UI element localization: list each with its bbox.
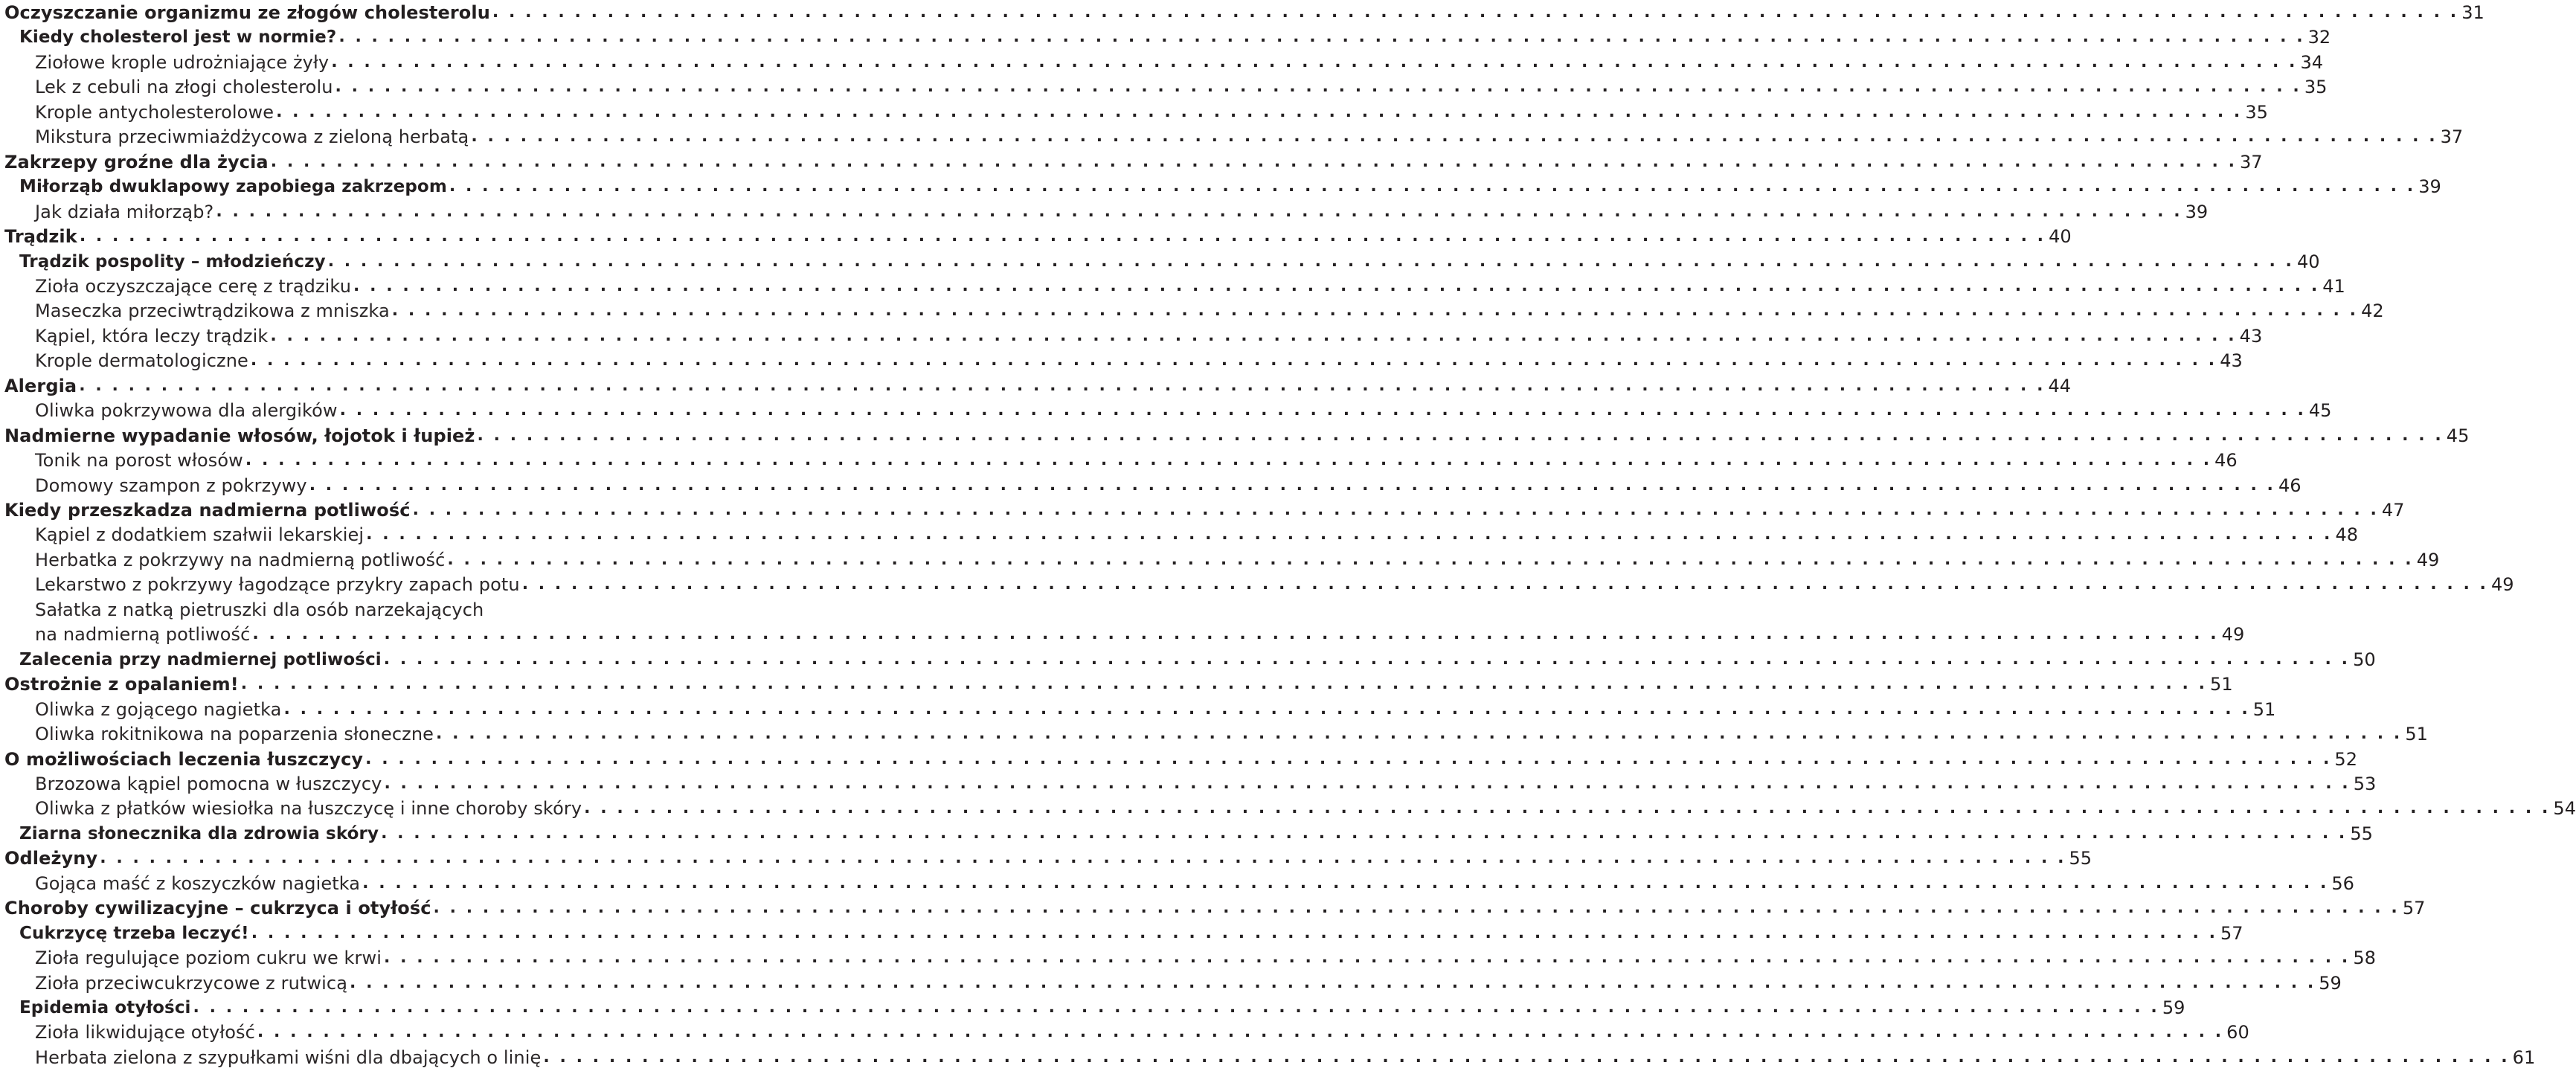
toc-line <box>35 522 2358 547</box>
toc-line <box>35 796 2576 821</box>
toc-title: Krople dermatologiczne <box>35 350 248 372</box>
toc-title: O możliwościach leczenia łuszczycy <box>4 748 364 770</box>
toc-page-number: 41 <box>2322 275 2345 297</box>
toc-leader-dots: . . . . . . . . . . . . . . . . . . . . . . . . . . . . . . . . . . . . . . . . . . . . . . . . . . . . . . . . . . . . . . . . . . . . . . . . . . . . . . . . . . . . . . . . . . . . . . . . . . . . . . . . . . . . . . . . . . . . . . . . <box>79 227 2046 246</box>
toc-entry[interactable] <box>0 448 2238 473</box>
toc-line <box>35 50 2324 75</box>
toc-entry[interactable] <box>0 124 2464 149</box>
toc-page-number: 44 <box>2048 375 2072 396</box>
toc-title: Mikstura przeciwmiażdżycowa z zieloną herbatą <box>35 126 469 148</box>
toc-line <box>35 274 2345 299</box>
toc-page-number: 37 <box>2240 151 2263 173</box>
toc-leader-dots: . . . . . . . . . . . . . . . . . . . . . . . . . . . . . . . . . . . . . . . . . . . . . . . . . . . . . . . . . . . . . . . . . . . . . . . . . . . . . . . . . . . . . . . . . . . . . . . . . . . . . . . . . . . . . . . . . . . . . . . . <box>252 625 2219 644</box>
toc-page-number: 35 <box>2304 77 2328 98</box>
toc-entry[interactable] <box>0 0 2485 25</box>
toc-title: Miłorząb dwuklapowy zapobiega zakrzepom <box>19 177 447 197</box>
toc-entry[interactable] <box>0 547 2440 573</box>
toc-page-number: 39 <box>2418 176 2441 198</box>
toc-leader-dots: . . . . . . . . . . . . . . . . . . . . . . . . . . . . . . . . . . . . . . . . . . . . . . . . . . . . . . . . . . . . . . . . . . . . . . . . . . . . . . . . . . . . . . . . . . . . . . . . . . . . . . . . . . . . . . . . . . . . . . . . <box>331 52 2298 71</box>
toc-leader-dots: . . . . . . . . . . . . . . . . . . . . . . . . . . . . . . . . . . . . . . . . . . . . . . . . . . . . . . . . . . . . . . . . . . . . . . . . . . . . . . . . . . . . . . . . . . . . . . . . . . . . . . . . . . . . . . . . . . . . . . . . <box>477 425 2444 445</box>
toc-page-number: 40 <box>2049 226 2072 248</box>
toc-page-number: 54 <box>2553 798 2576 820</box>
toc-title: Kąpiel z dodatkiem szałwii lekarskiej <box>35 524 364 546</box>
toc-line <box>19 249 2320 274</box>
toc-page-number: 53 <box>2353 773 2377 794</box>
toc-entry[interactable] <box>0 398 2332 423</box>
toc-leader-dots: . . . . . . . . . . . . . . . . . . . . . . . . . . . . . . . . . . . . . . . . . . . . . . . . . . . . . . . . . . . . . . . . . . . . . . . . . . . . . . . . . . . . . . . . . . . . . . . . . . . . . . . . . . . . . . . . . . . . . . . . <box>412 501 2379 519</box>
toc-title: Zioła regulujące poziom cukru we krwi <box>35 948 382 969</box>
toc-leader-dots: . . . . . . . . . . . . . . . . . . . . . . . . . . . . . . . . . . . . . . . . . . . . . . . . . . . . . . . . . . . . . . . . . . . . . . . . . . . . . . . . . . . . . . . . . . . . . . . . . . . . . . . . . . . . . . . . . . . . . . . . <box>270 326 2237 345</box>
toc-line <box>35 199 2209 225</box>
toc-entry[interactable] <box>0 100 2268 125</box>
toc-page-number: 45 <box>2308 400 2332 422</box>
toc-leader-dots: . . . . . . . . . . . . . . . . . . . . . . . . . . . . . . . . . . . . . . . . . . . . . . . . . . . . . . . . . . . . . . . . . . . . . . . . . . . . . . . . . . . . . . . . . . . . . . . . . . . . . . . . . . . . . . . . . . . . . . . . <box>449 177 2416 196</box>
toc-title: Oliwka rokitnikowa na poparzenia słoneczne <box>35 724 434 745</box>
toc-line <box>35 398 2332 423</box>
toc-page-number: 51 <box>2210 674 2233 695</box>
toc-title: Choroby cywilizacyjne – cukrzyca i otyłość <box>4 898 431 919</box>
toc-line <box>35 473 2302 498</box>
toc-title: Ziołowe krople udrożniające żyły <box>35 51 330 73</box>
toc-leader-dots: . . . . . . . . . . . . . . . . . . . . . . . . . . . . . . . . . . . . . . . . . . . . . . . . . . . . . . . . . . . . . . . . . . . . . . . . . . . . . . . . . . . . . . . . . . . . . . . . . . . . . . . . . . . . . . . . . . . . . . . . <box>391 301 2359 321</box>
toc-page-number: 50 <box>2353 649 2376 670</box>
toc-entry[interactable] <box>0 274 2345 299</box>
toc-entry[interactable] <box>0 324 2263 349</box>
toc-title: na nadmierną potliwość <box>35 624 251 646</box>
toc-page-number: 46 <box>2214 450 2238 472</box>
toc-title: Epidemia otyłości <box>19 998 191 1017</box>
toc-leader-dots: . . . . . . . . . . . . . . . . . . . . . . . . . . . . . . . . . . . . . . . . . . . . . . . . . . . . . . . . . . . . . . . . . . . . . . . . . . . . . . . . . . . . . . . . . . . . . . . . . . . . . . . . . . . . . . . . . . . . . . . . <box>521 575 2488 594</box>
toc-leader-dots: . . . . . . . . . . . . . . . . . . . . . . . . . . . . . . . . . . . . . . . . . . . . . . . . . . . . . . . . . . . . . . . . . . . . . . . . . . . . . . . . . . . . . . . . . . . . . . . . . . . . . . . . . . . . . . . . . . . . . . . . <box>270 152 2238 171</box>
toc-entry[interactable] <box>0 373 2072 399</box>
toc-title: Zakrzepy groźne dla życia <box>4 151 269 173</box>
toc-title: Trądzik pospolity – młodzieńczy <box>19 251 326 271</box>
toc-leader-dots: . . . . . . . . . . . . . . . . . . . . . . . . . . . . . . . . . . . . . . . . . . . . . . . . . . . . . . . . . . . . . . . . . . . . . . . . . . . . . . . . . . . . . . . . . . . . . . . . . . . . . . . . . . . . . . . . . . . . . . . . <box>362 873 2329 892</box>
toc-leader-dots: . . . . . . . . . . . . . . . . . . . . . . . . . . . . . . . . . . . . . . . . . . . . . . . . . . . . . . . . . . . . . . . . . . . . . . . . . . . . . . . . . . . . . . . . . . . . . . . . . . . . . . . . . . . . . . . . . . . . . . . . <box>366 525 2333 544</box>
toc-page-number: 59 <box>2162 997 2185 1018</box>
toc-line <box>35 697 2276 722</box>
toc-page-number: 43 <box>2220 350 2243 372</box>
toc-entry[interactable] <box>0 74 2328 100</box>
toc-entry[interactable] <box>0 174 2441 199</box>
toc-page-number: 37 <box>2440 126 2464 148</box>
toc-line <box>35 547 2440 573</box>
toc-entry[interactable] <box>0 871 2354 896</box>
toc-entry[interactable] <box>0 249 2320 274</box>
toc-page-number: 49 <box>2221 624 2245 646</box>
toc-page-number: 57 <box>2402 898 2426 919</box>
toc-title: Lek z cebuli na złogi cholesterolu <box>35 77 333 98</box>
toc-leader-dots: . . . . . . . . . . . . . . . . . . . . . . . . . . . . . . . . . . . . . . . . . . . . . . . . . . . . . . . . . . . . . . . . . . . . . . . . . . . . . . . . . . . . . . . . . . . . . . . . . . . . . . . . . . . . . . . . . . . . . . . . <box>338 28 2305 47</box>
toc-page-number: 55 <box>2350 823 2373 844</box>
toc-leader-dots: . . . . . . . . . . . . . . . . . . . . . . . . . . . . . . . . . . . . . . . . . . . . . . . . . . . . . . . . . . . . . . . . . . . . . . . . . . . . . . . . . . . . . . . . . . . . . . . . . . . . . . . . . . . . . . . . . . . . . . . . <box>245 451 2212 470</box>
toc-leader-dots: . . . . . . . . . . . . . . . . . . . . . . . . . . . . . . . . . . . . . . . . . . . . . . . . . . . . . . . . . . . . . . . . . . . . . . . . . . . . . . . . . . . . . . . . . . . . . . . . . . . . . . . . . . . . . . . . . . . . . . . . <box>353 276 2320 295</box>
toc-entry[interactable] <box>0 1045 2536 1070</box>
toc-line <box>4 672 2233 697</box>
toc-page-number: 35 <box>2245 101 2268 123</box>
toc-page-number: 32 <box>2307 27 2331 48</box>
toc-line <box>4 747 2357 772</box>
toc-entry[interactable] <box>0 721 2428 747</box>
toc-entry[interactable] <box>0 149 2263 175</box>
toc-title: Gojąca maść z koszyczków nagietka <box>35 872 361 894</box>
toc-leader-dots: . . . . . . . . . . . . . . . . . . . . . . . . . . . . . . . . . . . . . . . . . . . . . . . . . . . . . . . . . . . . . . . . . . . . . . . . . . . . . . . . . . . . . . . . . . . . . . . . . . . . . . . . . . . . . . . . . . . . . . . . <box>436 724 2403 744</box>
toc-leader-dots: . . . . . . . . . . . . . . . . . . . . . . . . . . . . . . . . . . . . . . . . . . . . . . . . . . . . . . . . . . . . . . . . . . . . . . . . . . . . . . . . . . . . . . . . . . . . . . . . . . . . . . . . . . . . . . . . . . . . . . . . <box>327 251 2294 271</box>
toc-entry[interactable] <box>0 945 2376 971</box>
toc-leader-dots: . . . . . . . . . . . . . . . . . . . . . . . . . . . . . . . . . . . . . . . . . . . . . . . . . . . . . . . . . . . . . . . . . . . . . . . . . . . . . . . . . . . . . . . . . . . . . . . . . . . . . . . . . . . . . . . . . . . . . . . . <box>309 475 2275 495</box>
toc-line <box>4 498 2405 523</box>
toc-title: Alergia <box>4 375 77 396</box>
toc-page-number: 45 <box>2446 425 2470 446</box>
toc-line <box>19 821 2373 846</box>
toc-leader-dots: . . . . . . . . . . . . . . . . . . . . . . . . . . . . . . . . . . . . . . . . . . . . . . . . . . . . . . . . . . . . . . . . . . . . . . . . . . . . . . . . . . . . . . . . . . . . . . . . . . . . . . . . . . . . . . . . . . . . . . . . <box>492 3 2459 22</box>
toc-page-number: 43 <box>2239 325 2263 347</box>
toc-title: Cukrzycę trzeba leczyć! <box>19 923 249 943</box>
toc-leader-dots: . . . . . . . . . . . . . . . . . . . . . . . . . . . . . . . . . . . . . . . . . . . . . . . . . . . . . . . . . . . . . . . . . . . . . . . . . . . . . . . . . . . . . . . . . . . . . . . . . . . . . . . . . . . . . . . . . . . . . . . . <box>216 202 2182 221</box>
toc-title: Brzozowa kąpiel pomocna w łuszczycy <box>35 773 382 794</box>
toc-page-number: 51 <box>2252 698 2276 720</box>
toc-page-number: 57 <box>2220 922 2243 944</box>
toc-entry[interactable] <box>0 821 2373 846</box>
toc-line <box>35 622 2245 647</box>
toc-leader-dots: . . . . . . . . . . . . . . . . . . . . . . . . . . . . . . . . . . . . . . . . . . . . . . . . . . . . . . . . . . . . . . . . . . . . . . . . . . . . . . . . . . . . . . . . . . . . . . . . . . . . . . . . . . . . . . . . . . . . . . . . <box>447 550 2414 569</box>
toc-title: Oliwka z gojącego nagietka <box>35 698 282 720</box>
toc-entry[interactable] <box>0 597 714 623</box>
toc-page-number: 56 <box>2331 872 2354 894</box>
toc-leader-dots: . . . . . . . . . . . . . . . . . . . . . . . . . . . . . . . . . . . . . . . . . . . . . . . . . . . . . . . . . . . . . . . . . . . . . . . . . . . . . . . . . . . . . . . . . . . . . . . . . . . . . . . . . . . . . . . . . . . . . . . . <box>335 77 2302 97</box>
toc-line <box>35 597 484 623</box>
toc-leader-dots: . . . . . . . . . . . . . . . . . . . . . . . . . . . . . . . . . . . . . . . . . . . . . . . . . . . . . . . . . . . . . . . . . . . . . . . . . . . . . . . . . . . . . . . . . . . . . . . . . . . . . . . . . . . . . . . . . . . . . . . . <box>433 898 2400 918</box>
toc-line <box>35 1020 2249 1045</box>
toc-title: Kąpiel, która leczy trądzik <box>35 325 269 347</box>
toc-leader-dots: . . . . . . . . . . . . . . . . . . . . . . . . . . . . . . . . . . . . . . . . . . . . . . . . . . . . . . . . . . . . . . . . . . . . . . . . . . . . . . . . . . . . . . . . . . . . . . . . . . . . . . . . . . . . . . . . . . . . . . . . <box>350 973 2316 992</box>
toc-title: Kiedy przeszkadza nadmierna potliwość <box>4 500 411 521</box>
toc-title: Zioła likwidujące otyłość <box>35 1022 255 1043</box>
toc-page-number: 40 <box>2296 251 2320 272</box>
toc-line <box>35 771 2377 797</box>
toc-line <box>4 0 2485 25</box>
toc-title: Ziarna słonecznika dla zdrowia skóry <box>19 823 379 843</box>
toc-page-number: 52 <box>2334 748 2357 770</box>
toc-entry[interactable] <box>0 473 2302 498</box>
toc-title: Ostrożnie z opalaniem! <box>4 674 239 695</box>
toc-line <box>35 871 2354 896</box>
toc-line <box>35 721 2428 747</box>
toc-title: Trądzik <box>4 226 77 248</box>
toc-title: Oliwka pokrzywowa dla alergików <box>35 400 338 422</box>
toc-line <box>19 921 2243 946</box>
toc-line <box>19 174 2441 199</box>
toc-page-number: 49 <box>2490 574 2514 596</box>
toc-leader-dots: . . . . . . . . . . . . . . . . . . . . . . . . . . . . . . . . . . . . . . . . . . . . . . . . . . . . . . . . . . . . . . . . . . . . . . . . . . . . . . . . . . . . . . . . . . . . . . . . . . . . . . . . . . . . . . . . . . . . . . . . <box>250 351 2217 370</box>
toc-leader-dots: . . . . . . . . . . . . . . . . . . . . . . . . . . . . . . . . . . . . . . . . . . . . . . . . . . . . . . . . . . . . . . . . . . . . . . . . . . . . . . . . . . . . . . . . . . . . . . . . . . . . . . . . . . . . . . . . . . . . . . . . <box>383 649 2351 669</box>
toc-title: Maseczka przeciwtrądzikowa z mniszka <box>35 300 390 322</box>
toc-title: Zioła oczyszczające cerę z trądziku <box>35 275 351 297</box>
toc-leader-dots: . . . . . . . . . . . . . . . . . . . . . . . . . . . . . . . . . . . . . . . . . . . . . . . . . . . . . . . . . . . . . . . . . . . . . . . . . . . . . . . . . . . . . . . . . . . . . . . . . . . . . . . . . . . . . . . . . . . . . . . . <box>240 675 2208 694</box>
toc-page-number: 51 <box>2405 724 2428 745</box>
toc-leader-dots: . . . . . . . . . . . . . . . . . . . . . . . . . . . . . . . . . . . . . . . . . . . . . . . . . . . . . . . . . . . . . . . . . . . . . . . . . . . . . . . . . . . . . . . . . . . . . . . . . . . . . . . . . . . . . . . . . . . . . . . . <box>384 948 2351 968</box>
toc-leader-dots: . . . . . . . . . . . . . . . . . . . . . . . . . . . . . . . . . . . . . . . . . . . . . . . . . . . . . . . . . . . . . . . . . . . . . . . . . . . . . . . . . . . . . . . . . . . . . . . . . . . . . . . . . . . . . . . . . . . . . . . . <box>365 749 2332 768</box>
toc-line <box>35 298 2384 324</box>
toc-entry[interactable] <box>0 921 2243 946</box>
toc-title: Nadmierne wypadanie włosów, łojotok i łupież <box>4 425 475 446</box>
toc-title: Tonik na porost włosów <box>35 450 243 472</box>
toc-title: Herbatka z pokrzywy na nadmierną potliwość <box>35 549 446 570</box>
toc-line <box>35 572 2514 597</box>
toc-leader-dots: . . . . . . . . . . . . . . . . . . . . . . . . . . . . . . . . . . . . . . . . . . . . . . . . . . . . . . . . . . . . . . . . . . . . . . . . . . . . . . . . . . . . . . . . . . . . . . . . . . . . . . . . . . . . . . . . . . . . . . . . <box>79 376 2046 395</box>
toc-line <box>35 74 2328 100</box>
toc-title: Zalecenia przy nadmiernej potliwości <box>19 649 382 669</box>
toc-entry[interactable] <box>0 796 2576 821</box>
toc-leader-dots: . . . . . . . . . . . . . . . . . . . . . . . . . . . . . . . . . . . . . . . . . . . . . . . . . . . . . . . . . . . . . . . . . . . . . . . . . . . . . . . . . . . . . . . . . . . . . . . . . . . . . . . . . . . . . . . . . . . . . . . . <box>100 849 2066 868</box>
toc-leader-dots: . . . . . . . . . . . . . . . . . . . . . . . . . . . . . . . . . . . . . . . . . . . . . . . . . . . . . . . . . . . . . . . . . . . . . . . . . . . . . . . . . . . . . . . . . . . . . . . . . . . . . . . . . . . . . . . . . . . . . . . . <box>193 998 2159 1017</box>
toc-entry[interactable] <box>0 348 2243 373</box>
toc-line <box>4 423 2470 448</box>
toc-entry[interactable] <box>0 572 2514 597</box>
toc-title: Oczyszczanie organizmu ze złogów cholesterolu <box>4 2 490 23</box>
toc-page-number: 49 <box>2416 549 2440 570</box>
toc-page-number: 42 <box>2361 300 2384 322</box>
toc-title: Kiedy cholesterol jest w normie? <box>19 28 337 48</box>
toc-leader-dots: . . . . . . . . . . . . . . . . . . . . . . . . . . . . . . . . . . . . . . . . . . . . . . . . . . . . . . . . . . . . . . . . . . . . . . . . . . . . . . . . . . . . . . . . . . . . . . . . . . . . . . . . . . . . . . . . . . . . . . . . <box>339 401 2306 420</box>
toc-title: Domowy szampon z pokrzywy <box>35 475 307 496</box>
toc-title: Lekarstwo z pokrzywy łagodzące przykry zapach potu <box>35 574 520 596</box>
toc-entry[interactable] <box>0 846 2092 871</box>
toc-leader-dots: . . . . . . . . . . . . . . . . . . . . . . . . . . . . . . . . . . . . . . . . . . . . . . . . . . . . . . . . . . . . . . . . . . . . . . . . . . . . . . . . . . . . . . . . . . . . . . . . . . . . . . . . . . . . . . . . . . . . . . . . <box>276 102 2243 121</box>
toc-line <box>19 995 2185 1020</box>
toc-line <box>19 647 2376 672</box>
toc-entry[interactable] <box>0 298 2384 324</box>
toc-page-number: 31 <box>2461 2 2485 23</box>
toc-page-number: 59 <box>2319 972 2342 994</box>
toc-line <box>35 124 2464 149</box>
toc-line <box>4 149 2263 175</box>
toc-title: Krople antycholesterolowe <box>35 101 274 123</box>
toc-line <box>35 1045 2536 1070</box>
toc-entry[interactable] <box>0 672 2233 697</box>
toc-entry[interactable] <box>0 995 2185 1020</box>
toc-line <box>4 846 2092 871</box>
toc-leader-dots: . . . . . . . . . . . . . . . . . . . . . . . . . . . . . . . . . . . . . . . . . . . . . . . . . . . . . . . . . . . . . . . . . . . . . . . . . . . . . . . . . . . . . . . . . . . . . . . . . . . . . . . . . . . . . . . . . . . . . . . . <box>543 1047 2510 1067</box>
toc-leader-dots: . . . . . . . . . . . . . . . . . . . . . . . . . . . . . . . . . . . . . . . . . . . . . . . . . . . . . . . . . . . . . . . . . . . . . . . . . . . . . . . . . . . . . . . . . . . . . . . . . . . . . . . . . . . . . . . . . . . . . . . . <box>584 799 2551 818</box>
toc-line <box>35 324 2263 349</box>
toc-entry[interactable] <box>0 895 2426 921</box>
toc-entry[interactable] <box>0 1020 2249 1045</box>
toc-leader-dots: . . . . . . . . . . . . . . . . . . . . . . . . . . . . . . . . . . . . . . . . . . . . . . . . . . . . . . . . . . . . . . . . . . . . . . . . . . . . . . . . . . . . . . . . . . . . . . . . . . . . . . . . . . . . . . . . . . . . . . . . <box>384 774 2351 793</box>
toc-entry[interactable] <box>0 50 2324 75</box>
toc-leader-dots: . . . . . . . . . . . . . . . . . . . . . . . . . . . . . . . . . . . . . . . . . . . . . . . . . . . . . . . . . . . . . . . . . . . . . . . . . . . . . . . . . . . . . . . . . . . . . . . . . . . . . . . . . . . . . . . . . . . . . . . . <box>257 1023 2224 1042</box>
toc-line <box>4 224 2072 249</box>
toc-entry[interactable] <box>0 771 2377 797</box>
toc-title: Zioła przeciwcukrzycowe z rutwicą <box>35 972 347 994</box>
toc-line <box>4 373 2072 399</box>
toc-title: Odleżyny <box>4 848 98 869</box>
toc-entry[interactable] <box>0 747 2357 772</box>
toc-line <box>19 25 2331 50</box>
toc-entry[interactable] <box>0 224 2072 249</box>
toc-line <box>35 971 2342 996</box>
toc-line <box>35 100 2268 125</box>
toc-page-number: 61 <box>2512 1046 2536 1068</box>
toc-page-number: 55 <box>2069 848 2092 869</box>
toc-entry[interactable] <box>0 697 2276 722</box>
toc-title: Oliwka z płatków wiesiołka na łuszczycę i inne choroby skóry <box>35 798 582 820</box>
toc-leader-dots: . . . . . . . . . . . . . . . . . . . . . . . . . . . . . . . . . . . . . . . . . . . . . . . . . . . . . . . . . . . . . . . . . . . . . . . . . . . . . . . . . . . . . . . . . . . . . . . . . . . . . . . . . . . . . . . . . . . . . . . . <box>471 127 2438 147</box>
toc-title: Sałatka z natką pietruszki dla osób narzekających <box>35 599 484 620</box>
toc-leader-dots: . . . . . . . . . . . . . . . . . . . . . . . . . . . . . . . . . . . . . . . . . . . . . . . . . . . . . . . . . . . . . . . . . . . . . . . . . . . . . . . . . . . . . . . . . . . . . . . . . . . . . . . . . . . . . . . . . . . . . . . . <box>381 823 2348 843</box>
toc-entry[interactable] <box>0 522 2358 547</box>
toc-line <box>35 448 2238 473</box>
toc-entry[interactable] <box>0 199 2209 225</box>
toc-line <box>4 895 2426 921</box>
toc-page-number: 34 <box>2300 51 2324 73</box>
toc-entry[interactable] <box>0 423 2470 448</box>
toc-title: Herbata zielona z szypułkami wiśni dla dbających o linię <box>35 1046 542 1068</box>
toc-entry[interactable] <box>0 498 2405 523</box>
toc-line <box>35 945 2376 971</box>
toc-entry[interactable] <box>0 971 2342 996</box>
toc-entry[interactable] <box>0 622 2245 647</box>
toc-page-number: 58 <box>2353 948 2376 969</box>
toc-line <box>35 348 2243 373</box>
toc-page-number: 48 <box>2335 524 2358 546</box>
toc-page-number: 47 <box>2381 500 2405 521</box>
toc-page-number: 46 <box>2278 475 2302 496</box>
toc-page-number: 39 <box>2185 201 2209 222</box>
toc-leader-dots: . . . . . . . . . . . . . . . . . . . . . . . . . . . . . . . . . . . . . . . . . . . . . . . . . . . . . . . . . . . . . . . . . . . . . . . . . . . . . . . . . . . . . . . . . . . . . . . . . . . . . . . . . . . . . . . . . . . . . . . . <box>283 699 2250 718</box>
toc-entry[interactable] <box>0 25 2331 50</box>
toc-leader-dots: . . . . . . . . . . . . . . . . . . . . . . . . . . . . . . . . . . . . . . . . . . . . . . . . . . . . . . . . . . . . . . . . . . . . . . . . . . . . . . . . . . . . . . . . . . . . . . . . . . . . . . . . . . . . . . . . . . . . . . . . <box>251 923 2218 942</box>
toc-entry[interactable] <box>0 647 2376 672</box>
toc-page-number: 60 <box>2226 1022 2249 1043</box>
toc-title: Jak działa miłorząb? <box>35 201 214 222</box>
